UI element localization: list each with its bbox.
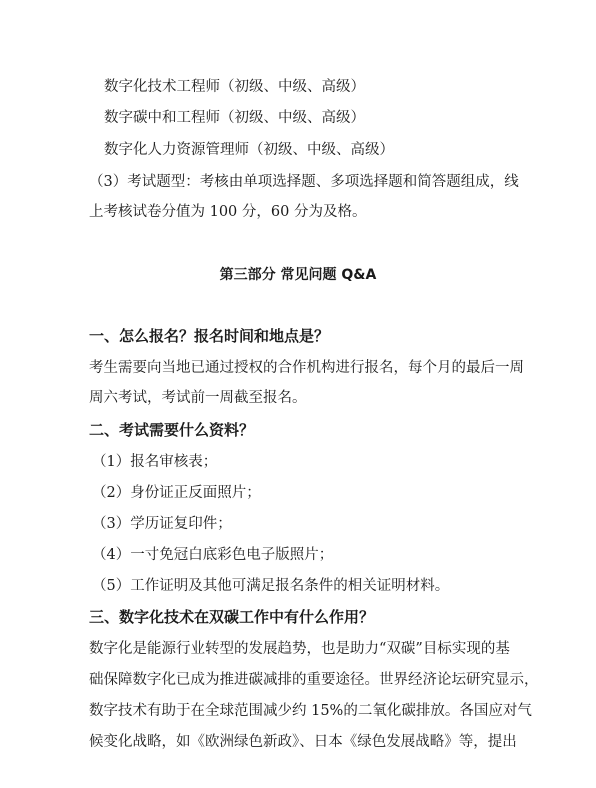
faq-question-3: 三、数字化技术在双碳工作中有什么作用？ xyxy=(89,608,375,626)
faq-question-2: 二、考试需要什么资料？ xyxy=(89,421,255,439)
list-item: （4）一寸免冠白底彩色电子版照片； xyxy=(92,547,334,563)
part-title: 第三部分 常见问题 Q&A xyxy=(219,267,377,283)
exam-type-line-1: （3）考试题型：考核由单项选择题、多项选择题和简答题组成，线 xyxy=(89,174,519,190)
level-item-2: 数字碳中和工程师（初级、中级、高级） xyxy=(104,110,365,126)
list-item: （2）身份证正反面照片； xyxy=(92,485,261,501)
list-item: （1）报名审核表； xyxy=(92,454,218,470)
faq-answer-3-line-3: 数字技术有助于在全球范围减少约 15%的二氧化碳排放。各国应对气 xyxy=(89,703,532,719)
faq-answer-3-line-1: 数字化是能源行业转型的发展趋势，也是助力“双碳”目标实现的基 xyxy=(89,641,510,657)
faq-answer-3-line-4: 候变化战略，如《欧洲绿色新政》、日本《绿色发展战略》等，提出 xyxy=(89,734,517,750)
faq-answer-1-line-2: 周六考试，考试前一周截至报名。 xyxy=(89,390,307,406)
faq-answer-3-line-2: 础保障数字化已成为推进碳减排的重要途径。世界经济论坛研究显示， xyxy=(89,672,539,688)
faq-answer-1-line-1: 考生需要向当地已通过授权的合作机构进行报名，每个月的最后一周 xyxy=(89,360,524,376)
list-item: （3）学历证复印件； xyxy=(92,516,232,532)
level-item-1: 数字化技术工程师（初级、中级、高级） xyxy=(104,79,365,95)
level-item-3: 数字化人力资源管理师（初级、中级、高级） xyxy=(104,142,394,158)
list-item: （5）工作证明及其他可满足报名条件的相关证明材料。 xyxy=(92,578,450,594)
faq-question-1: 一、怎么报名？报名时间和地点是？ xyxy=(89,327,330,345)
exam-type-line-2: 上考核试卷分值为 100 分，60 分为及格。 xyxy=(89,204,367,220)
